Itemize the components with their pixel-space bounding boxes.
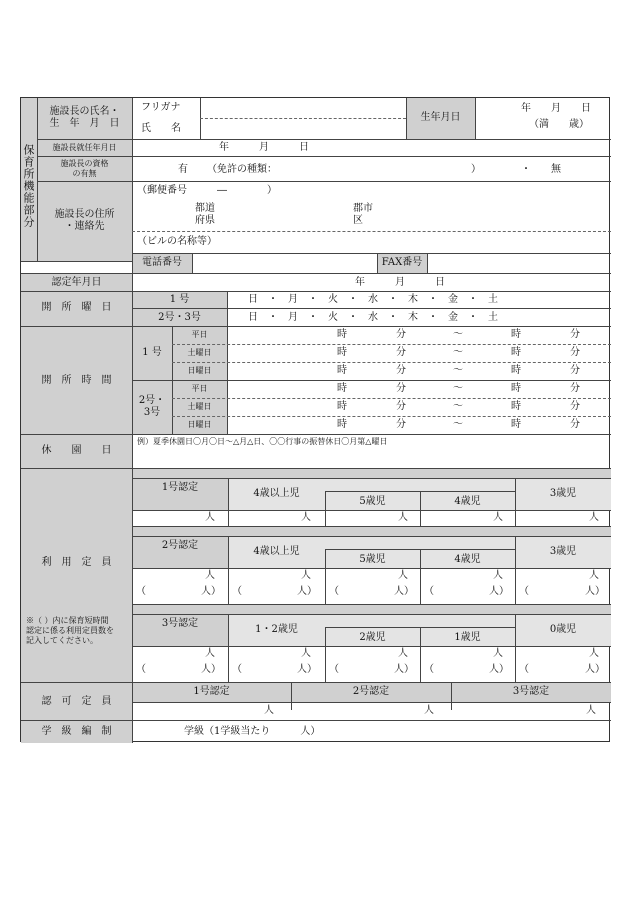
rule <box>21 468 611 469</box>
cap-band-3 <box>132 604 611 614</box>
cap-cert-3: 3号認定 <box>161 618 199 629</box>
hour-unit: 時 <box>337 401 347 412</box>
cap-unit: 人 <box>493 648 503 659</box>
cap-paren-unit: 人） <box>297 586 317 597</box>
minute-unit: 分 <box>396 419 406 430</box>
classes-value[interactable]: 学級（1学級当たり 人） <box>184 726 321 737</box>
todofuken-label: 都道 府県 <box>195 203 215 226</box>
cap-band-1 <box>132 468 611 478</box>
daytype-saturday-2: 土曜日 <box>187 402 212 411</box>
cap-paren-unit: 人） <box>585 586 605 597</box>
minute-unit: 分 <box>570 329 580 340</box>
hour-unit: 時 <box>511 329 521 340</box>
rule <box>21 434 611 435</box>
cap-cert-2: 2号認定 <box>161 540 199 551</box>
daytype-sunday-2: 日曜日 <box>187 420 212 429</box>
cap-sub2-2: 4歳児 <box>454 554 481 565</box>
cap-unit: 人 <box>301 570 311 581</box>
qualification-dot: ・ <box>521 164 531 175</box>
cap-paren-unit: 人） <box>201 664 221 675</box>
rule <box>21 261 132 262</box>
cap-paren-unit: 人） <box>489 586 509 597</box>
cap-paren-open: （ <box>329 664 339 675</box>
minute-unit: 分 <box>396 347 406 358</box>
address-label: 施設長の住所 ・連絡先 <box>54 209 115 232</box>
minute-unit: 分 <box>396 401 406 412</box>
hour-unit: 時 <box>337 347 347 358</box>
cap-unit[interactable]: 人 <box>589 512 599 523</box>
certified-value[interactable]: 年 月 日 <box>355 277 445 288</box>
cap-paren-open: （ <box>136 586 146 597</box>
cap-sub2-1: 4歳児 <box>454 496 481 507</box>
hour-unit: 時 <box>511 401 521 412</box>
holidays-label: 休 園 日 <box>41 445 112 456</box>
cap-paren-open: （ <box>424 586 434 597</box>
rule <box>172 416 611 417</box>
cap-unit: 人 <box>589 570 599 581</box>
cap-unit: 人 <box>398 648 408 659</box>
birth-value[interactable]: 年 月 日 <box>521 103 591 114</box>
rule <box>132 526 611 527</box>
cap-group-2: 4歳以上児 <box>253 546 300 557</box>
minute-unit: 分 <box>570 383 580 394</box>
days-row1-values[interactable]: 日 ・ 月 ・ 火 ・ 水 ・ 木 ・ 金 ・ 土 <box>248 294 498 305</box>
cap-unit[interactable]: 人 <box>398 512 408 523</box>
cap-group-3: 1・2歳児 <box>255 624 298 635</box>
opening-hours-label: 開 所 時 間 <box>41 375 112 386</box>
hour-unit: 時 <box>337 383 347 394</box>
daytype-weekday-2: 平日 <box>191 384 208 393</box>
furigana-label: フリガナ <box>141 102 181 113</box>
rule <box>172 398 611 399</box>
cap-unit[interactable]: 人 <box>493 512 503 523</box>
minute-unit: 分 <box>570 365 580 376</box>
cap-paren-open: （ <box>519 664 529 675</box>
cap-sub1-2: 5歳児 <box>359 554 386 565</box>
approved-label: 認 可 定 員 <box>41 696 112 707</box>
hour-unit: 時 <box>511 383 521 394</box>
rule <box>132 536 611 537</box>
certified-label: 認定年月日 <box>51 277 102 288</box>
rule <box>37 156 611 157</box>
gunshi-label: 郡市 区 <box>353 203 373 226</box>
postal-code[interactable]: （郵便番号 ― ） <box>137 185 277 196</box>
tel-label: 電話番号 <box>142 257 182 268</box>
name-label: 氏 名 <box>141 123 181 134</box>
rule <box>37 139 611 140</box>
capacity-note: ※（ ）内に保育短時間 認定に係る利用定員数を 記入してください。 <box>26 616 114 645</box>
furigana-field[interactable] <box>201 99 405 117</box>
cap-cert-1: 1号認定 <box>161 482 199 493</box>
qualification-no[interactable]: 無 <box>551 164 561 175</box>
minute-unit: 分 <box>396 329 406 340</box>
approved-unit-3[interactable]: 人 <box>586 705 596 716</box>
cap-paren-open: （ <box>232 586 242 597</box>
rule <box>132 478 611 479</box>
cap-paren-open: （ <box>424 664 434 675</box>
rule <box>21 273 611 274</box>
age-value[interactable]: （満 歳） <box>529 119 589 130</box>
hour-unit: 時 <box>511 347 521 358</box>
cap-paren-open: （ <box>329 586 339 597</box>
tilde: ～ <box>453 383 463 394</box>
rule <box>132 231 611 232</box>
cap-unit: 人 <box>493 570 503 581</box>
cap-unit: 人 <box>205 648 215 659</box>
birth-label: 生年月日 <box>420 112 461 123</box>
opening-days-label: 開 所 曜 日 <box>41 302 112 313</box>
rule <box>132 604 611 605</box>
cap-unit[interactable]: 人 <box>205 512 215 523</box>
name-field[interactable] <box>201 119 405 138</box>
capacity-label-bg <box>21 468 132 710</box>
days-row2-values[interactable]: 日 ・ 月 ・ 火 ・ 水 ・ 木 ・ 金 ・ 土 <box>248 312 498 323</box>
daytype-weekday-1: 平日 <box>191 330 208 339</box>
approved-col-3: 3号認定 <box>512 686 550 697</box>
license-type-label: （免許の種類： <box>207 164 277 175</box>
rule <box>515 478 516 526</box>
approved-col-2: 2号認定 <box>352 686 390 697</box>
tilde: ～ <box>453 365 463 376</box>
hours-group1: 1 号 <box>142 347 162 358</box>
qualification-yes[interactable]: 有 <box>178 164 188 175</box>
cap-paren-open: （ <box>136 664 146 675</box>
tilde: ～ <box>453 347 463 358</box>
cap-unit: 人 <box>398 570 408 581</box>
cap-group-1: 4歳以上児 <box>253 488 300 499</box>
fax-field[interactable] <box>428 254 610 272</box>
tilde: ～ <box>453 329 463 340</box>
rule <box>172 344 611 345</box>
cap-sub1-3: 2歳児 <box>359 632 386 643</box>
rule <box>21 682 611 683</box>
tilde: ～ <box>453 401 463 412</box>
cap-paren-unit: 人） <box>394 586 414 597</box>
daytype-saturday-1: 土曜日 <box>187 348 212 357</box>
building-label: （ビルの名称等） <box>137 236 217 247</box>
rule <box>21 291 611 292</box>
rule <box>37 181 611 182</box>
hours-group2: 2号・ 3号 <box>138 395 166 418</box>
appointed-label: 施設長就任年月日 <box>52 143 117 152</box>
license-close-paren: ） <box>471 164 481 175</box>
director-name-label: 施設長の氏名・ 生 年 月 日 <box>49 106 120 129</box>
rule <box>132 510 611 511</box>
fax-label: FAX番号 <box>381 257 423 268</box>
rule <box>132 646 611 647</box>
rule <box>21 720 611 721</box>
section-label: 保育所機能部分 <box>22 144 35 228</box>
minute-unit: 分 <box>396 365 406 376</box>
tilde: ～ <box>453 419 463 430</box>
cap-sub2-3: 1歳児 <box>454 632 481 643</box>
approved-unit-2[interactable]: 人 <box>424 705 434 716</box>
cap-last-3: 0歳児 <box>549 624 577 635</box>
cap-paren-unit: 人） <box>585 664 605 675</box>
cap-unit: 人 <box>589 648 599 659</box>
days-row1-name: 1 号 <box>169 294 190 305</box>
hour-unit: 時 <box>511 365 521 376</box>
tel-field[interactable] <box>193 254 376 272</box>
cap-band-2 <box>132 526 611 536</box>
rule <box>172 362 611 363</box>
cap-paren-open: （ <box>232 664 242 675</box>
minute-unit: 分 <box>570 401 580 412</box>
hour-unit: 時 <box>337 329 347 340</box>
hour-unit: 時 <box>337 365 347 376</box>
days-row2-name: 2号・3号 <box>158 312 201 323</box>
daytype-sunday-1: 日曜日 <box>187 366 212 375</box>
hour-unit: 時 <box>337 419 347 430</box>
rule <box>21 326 611 327</box>
rule <box>132 380 611 381</box>
classes-label: 学 級 編 制 <box>41 726 112 737</box>
cap-paren-open: （ <box>519 586 529 597</box>
hour-unit: 時 <box>511 419 521 430</box>
holidays-example[interactable]: 例）夏季休園日〇月〇日～△月△日、〇〇行事の振替休日〇月第△曜日 <box>137 437 388 446</box>
cap-last-1: 3歳児 <box>549 488 577 499</box>
cap-paren-unit: 人） <box>201 586 221 597</box>
approved-unit-1[interactable]: 人 <box>264 705 274 716</box>
application-form <box>20 97 610 742</box>
rule <box>132 568 611 569</box>
cap-paren-unit: 人） <box>489 664 509 675</box>
rule <box>228 478 229 526</box>
minute-unit: 分 <box>570 419 580 430</box>
rule <box>132 614 611 615</box>
cap-sub1-1: 5歳児 <box>359 496 386 507</box>
cap-unit: 人 <box>301 648 311 659</box>
appointed-value[interactable]: 年 月 日 <box>219 142 309 153</box>
cap-last-2: 3歳児 <box>549 546 577 557</box>
cap-unit: 人 <box>205 570 215 581</box>
cap-paren-unit: 人） <box>394 664 414 675</box>
minute-unit: 分 <box>396 383 406 394</box>
rule <box>132 308 611 309</box>
capacity-label: 利 用 定 員 <box>41 557 112 568</box>
cap-unit[interactable]: 人 <box>301 512 311 523</box>
rule <box>132 702 611 703</box>
rule <box>475 98 476 139</box>
minute-unit: 分 <box>570 347 580 358</box>
approved-col-1: 1号認定 <box>193 686 230 697</box>
cap-paren-unit: 人） <box>297 664 317 675</box>
qualification-label: 施設長の資格 の有無 <box>60 159 109 178</box>
